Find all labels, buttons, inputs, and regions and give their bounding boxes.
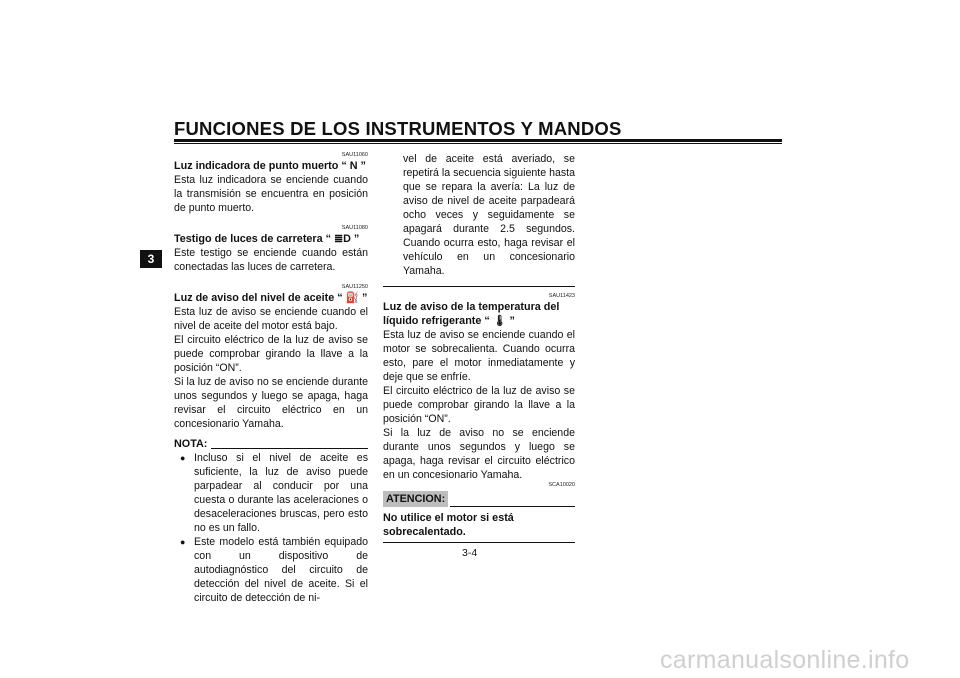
caution-end-rule [383, 542, 575, 543]
watermark: carmanualsonline.info [660, 646, 910, 674]
section-divider [383, 286, 575, 287]
section-code: SAU11250 [341, 284, 368, 290]
section-heading-high-beam: Testigo de luces de carretera “ ≣D ” [174, 233, 360, 245]
section-code: SAU11080 [341, 225, 368, 231]
oil-paragraph: El circuito eléctrico de la luz de aviso se puede comprobar girando la llave a la posición “ON”. [174, 334, 368, 374]
section-heading-coolant: Luz de aviso de la temperatura del líquido refrigerante “ 🌡 ” [383, 301, 560, 327]
caution-label: ATENCION: [383, 491, 448, 507]
list-item: ● Incluso si el nivel de aceite es suficiente, la luz de aviso puede parpadear al conducir por una cuesta o durante las aceleraciones o desaceleraciones bruscas, pero esto no es un fallo. [180, 452, 368, 534]
caution-text: No utilice el motor si está sobrecalentado. [383, 512, 514, 538]
section-body-neutral: Esta luz indicadora se enciende cuando la transmisión se encuentra en posición de punto muerto. [174, 174, 368, 214]
right-column [383, 152, 575, 543]
list-item: ● Este modelo está también equipado con un dispositivo de autodiagnóstico del circuito de detección del nivel de aceite. Si el circuito de detección de ni- [180, 536, 368, 604]
title-rule-thin [174, 143, 782, 144]
section-body-high-beam: Este testigo se enciende cuando están conectadas las luces de carretera. [174, 247, 368, 273]
bullet-icon: ● [180, 453, 186, 463]
chapter-tab: 3 [140, 250, 162, 268]
note-rule [211, 448, 368, 449]
left-column [174, 152, 368, 605]
caution-header [383, 491, 575, 507]
section-heading-oil: Luz de aviso del nivel de aceite “ ⛽ ” [174, 292, 368, 304]
section-code: SCA10020 [548, 482, 575, 488]
title-rule [174, 139, 782, 142]
page-number: 3-4 [462, 547, 478, 559]
oil-paragraph: Esta luz de aviso se enciende cuando el nivel de aceite del motor está bajo. [174, 306, 368, 332]
caution-rule [450, 506, 575, 507]
oil-paragraph: Si la luz de aviso no se enciende durante unos segundos y luego se apaga, haga revisar el circuito eléctrico en un concesionario Yamaha. [174, 376, 368, 430]
coolant-paragraph: Esta luz de aviso se enciende cuando el motor se sobrecalienta. Cuando ocurra esto, pare el motor inmediatamente y deje que se enfríe. [383, 329, 575, 383]
section-code: SAU11423 [548, 293, 575, 299]
section-code: SAU11060 [341, 152, 368, 158]
note-label: NOTA: [174, 438, 208, 450]
bullet-icon: ● [180, 537, 186, 547]
coolant-paragraph: Si la luz de aviso no se enciende durante unos segundos y luego se apaga, haga revisar el circuito eléctrico en un concesionario Yamaha. [383, 427, 575, 481]
note-continuation: vel de aceite está averiado, se repetirá la secuencia siguiente hasta que se repara la avería: La luz de aviso de nivel de aceite parpadeará ocho veces y seguidamente se apagará durante 2.5 segundos. Cuando ocurra esto, haga revisar el vehículo en un concesionario Yamaha. [403, 153, 575, 277]
page-title: FUNCIONES DE LOS INSTRUMENTOS Y MANDOS [174, 118, 622, 139]
coolant-paragraph: El circuito eléctrico de la luz de aviso se puede comprobar girando la llave a la posición “ON”. [383, 385, 575, 425]
section-heading-neutral: Luz indicadora de punto muerto “ N ” [174, 160, 366, 172]
note-header [174, 437, 368, 451]
